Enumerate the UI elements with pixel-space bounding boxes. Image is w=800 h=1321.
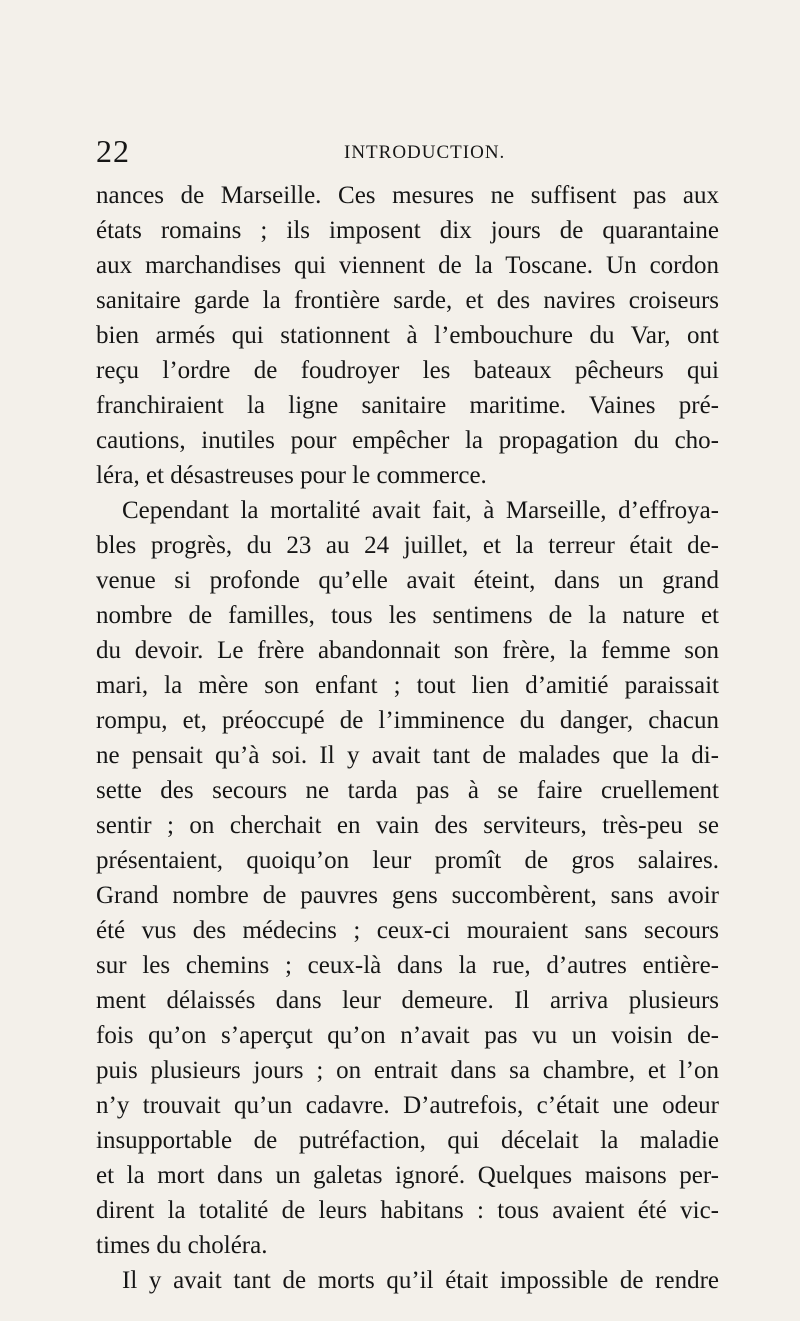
text-line: ne pensait qu’à soi. Il y avait tant de malades que la di- <box>96 742 719 769</box>
running-head: INTRODUCTION. <box>344 142 506 163</box>
text-line: dirent la totalité de leurs habitans : tous avaient été vic- <box>96 1197 719 1224</box>
text-line: bles progrès, du 23 au 24 juillet, et la terreur était de- <box>96 532 719 559</box>
text-line: nances de Marseille. Ces mesures ne suffisent pas aux <box>96 182 719 209</box>
text-line: franchiraient la ligne sanitaire maritime. Vaines pré- <box>96 392 719 419</box>
text-line: mari, la mère son enfant ; tout lien d’amitié paraissait <box>96 672 719 699</box>
text-line: états romains ; ils imposent dix jours de quarantaine <box>96 217 719 244</box>
text-line: sur les chemins ; ceux-là dans la rue, d’autres entière- <box>96 952 719 979</box>
text-line: rompu, et, préoccupé de l’imminence du danger, chacun <box>96 707 719 734</box>
text-line: présentaient, quoiqu’on leur promît de gros salaires. <box>96 847 719 874</box>
text-line: été vus des médecins ; ceux-ci mouraient sans secours <box>96 917 719 944</box>
text-line: nombre de familles, tous les sentimens de la nature et <box>96 602 719 629</box>
text-line: n’y trouvait qu’un cadavre. D’autrefois, c’était une odeur <box>96 1092 719 1119</box>
text-line: du devoir. Le frère abandonnait son frère, la femme son <box>96 637 719 664</box>
text-line: sentir ; on cherchait en vain des serviteurs, très-peu se <box>96 812 719 839</box>
page-header <box>0 0 800 190</box>
text-line: fois qu’on s’aperçut qu’on n’avait pas vu un voisin de- <box>96 1022 719 1049</box>
text-line: sanitaire garde la frontière sarde, et des navires croiseurs <box>96 287 719 314</box>
text-line: Cependant la mortalité avait fait, à Marseille, d’effroya- <box>122 497 719 524</box>
text-line: léra, et désastreuses pour le commerce. <box>96 462 487 489</box>
page-number: 22 <box>96 133 130 169</box>
text-line: bien armés qui stationnent à l’embouchure du Var, ont <box>96 322 719 349</box>
text-line: cautions, inutiles pour empêcher la propagation du cho- <box>96 427 719 454</box>
text-line: et la mort dans un galetas ignoré. Quelques maisons per- <box>96 1162 719 1189</box>
text-line: sette des secours ne tarda pas à se faire cruellement <box>96 777 719 804</box>
text-line: aux marchandises qui viennent de la Toscane. Un cordon <box>96 252 719 279</box>
text-line: insupportable de putréfaction, qui décelait la maladie <box>96 1127 719 1154</box>
text-line: times du choléra. <box>96 1232 268 1259</box>
text-body <box>96 178 719 1298</box>
text-line: ment délaissés dans leur demeure. Il arriva plusieurs <box>96 987 719 1014</box>
text-line: puis plusieurs jours ; on entrait dans sa chambre, et l’on <box>96 1057 719 1084</box>
text-line: Il y avait tant de morts qu’il était impossible de rendre <box>122 1267 719 1294</box>
text-line: Grand nombre de pauvres gens succombèrent, sans avoir <box>96 882 719 909</box>
text-line: reçu l’ordre de foudroyer les bateaux pêcheurs qui <box>96 357 719 384</box>
text-line: venue si profonde qu’elle avait éteint, dans un grand <box>96 567 719 594</box>
